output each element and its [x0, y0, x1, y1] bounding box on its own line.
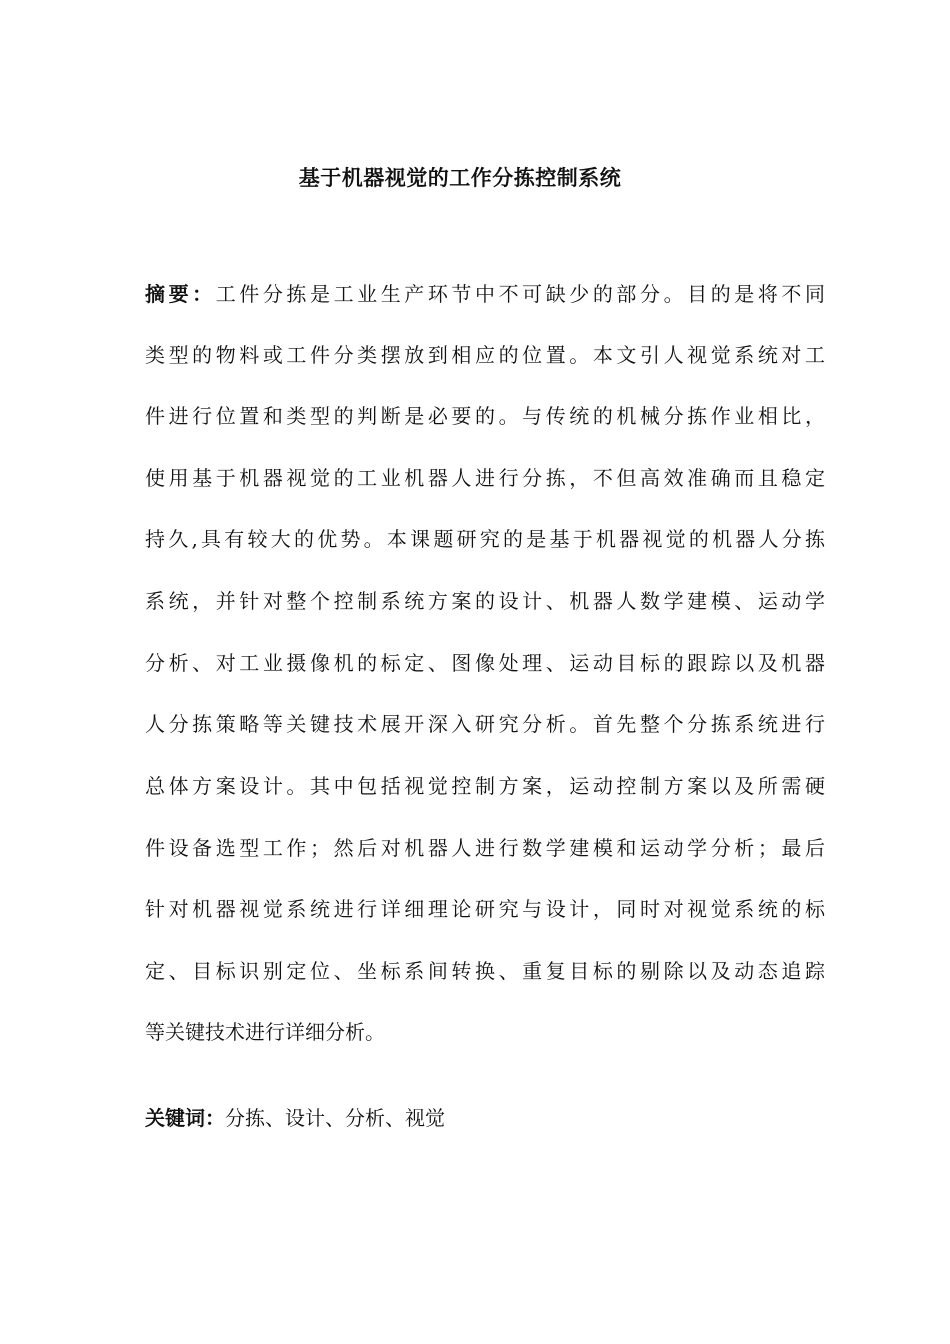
abstract-line-3: 件进行位置和类型的判断是必要的。与传统的机械分拣作业相比，	[145, 404, 825, 428]
abstract-line-2: 类型的物料或工件分类摆放到相应的位置。本文引人视觉系统对工	[145, 343, 825, 367]
abstract-line-9: 总体方案设计。其中包括视觉控制方案，运动控制方案以及所需硬	[145, 774, 825, 798]
abstract-line-12: 定、目标识别定位、坐标系间转换、重复目标的剔除以及动态追踪	[145, 959, 825, 983]
document-title: 基于机器视觉的工作分拣控制系统	[298, 166, 622, 190]
abstract-line-11: 针对机器视觉系统进行详细理论研究与设计，同时对视觉系统的标	[145, 897, 825, 921]
abstract-line-1	[145, 279, 825, 309]
abstract-line-5: 持久,具有较大的优势。本课题研究的是基于机器视觉的机器人分拣	[145, 527, 825, 551]
abstract-text: 工件分拣是工业生产环节中不可缺少的部分。目的是将不同	[215, 282, 825, 306]
abstract-line-6: 系统，并针对整个控制系统方案的设计、机器人数学建模、运动学	[145, 589, 825, 613]
keywords-text: 分拣、设计、分析、视觉	[225, 1106, 445, 1130]
abstract-line-4: 使用基于机器视觉的工业机器人进行分拣，不但高效准确而且稳定	[145, 466, 825, 490]
abstract-label: 摘要：	[145, 282, 216, 306]
abstract-line-10: 件设备选型工作；然后对机器人进行数学建模和运动学分析；最后	[145, 836, 825, 860]
abstract-line-8: 人分拣策略等关键技术展开深入研究分析。首先整个分拣系统进行	[145, 712, 825, 736]
keywords-label: 关键词：	[145, 1106, 225, 1130]
abstract-line-13: 等关键技术进行详细分析。	[145, 1020, 385, 1044]
abstract-line-7: 分析、对工业摄像机的标定、图像处理、运动目标的跟踪以及机器	[145, 651, 825, 675]
keywords-line	[145, 1103, 445, 1133]
